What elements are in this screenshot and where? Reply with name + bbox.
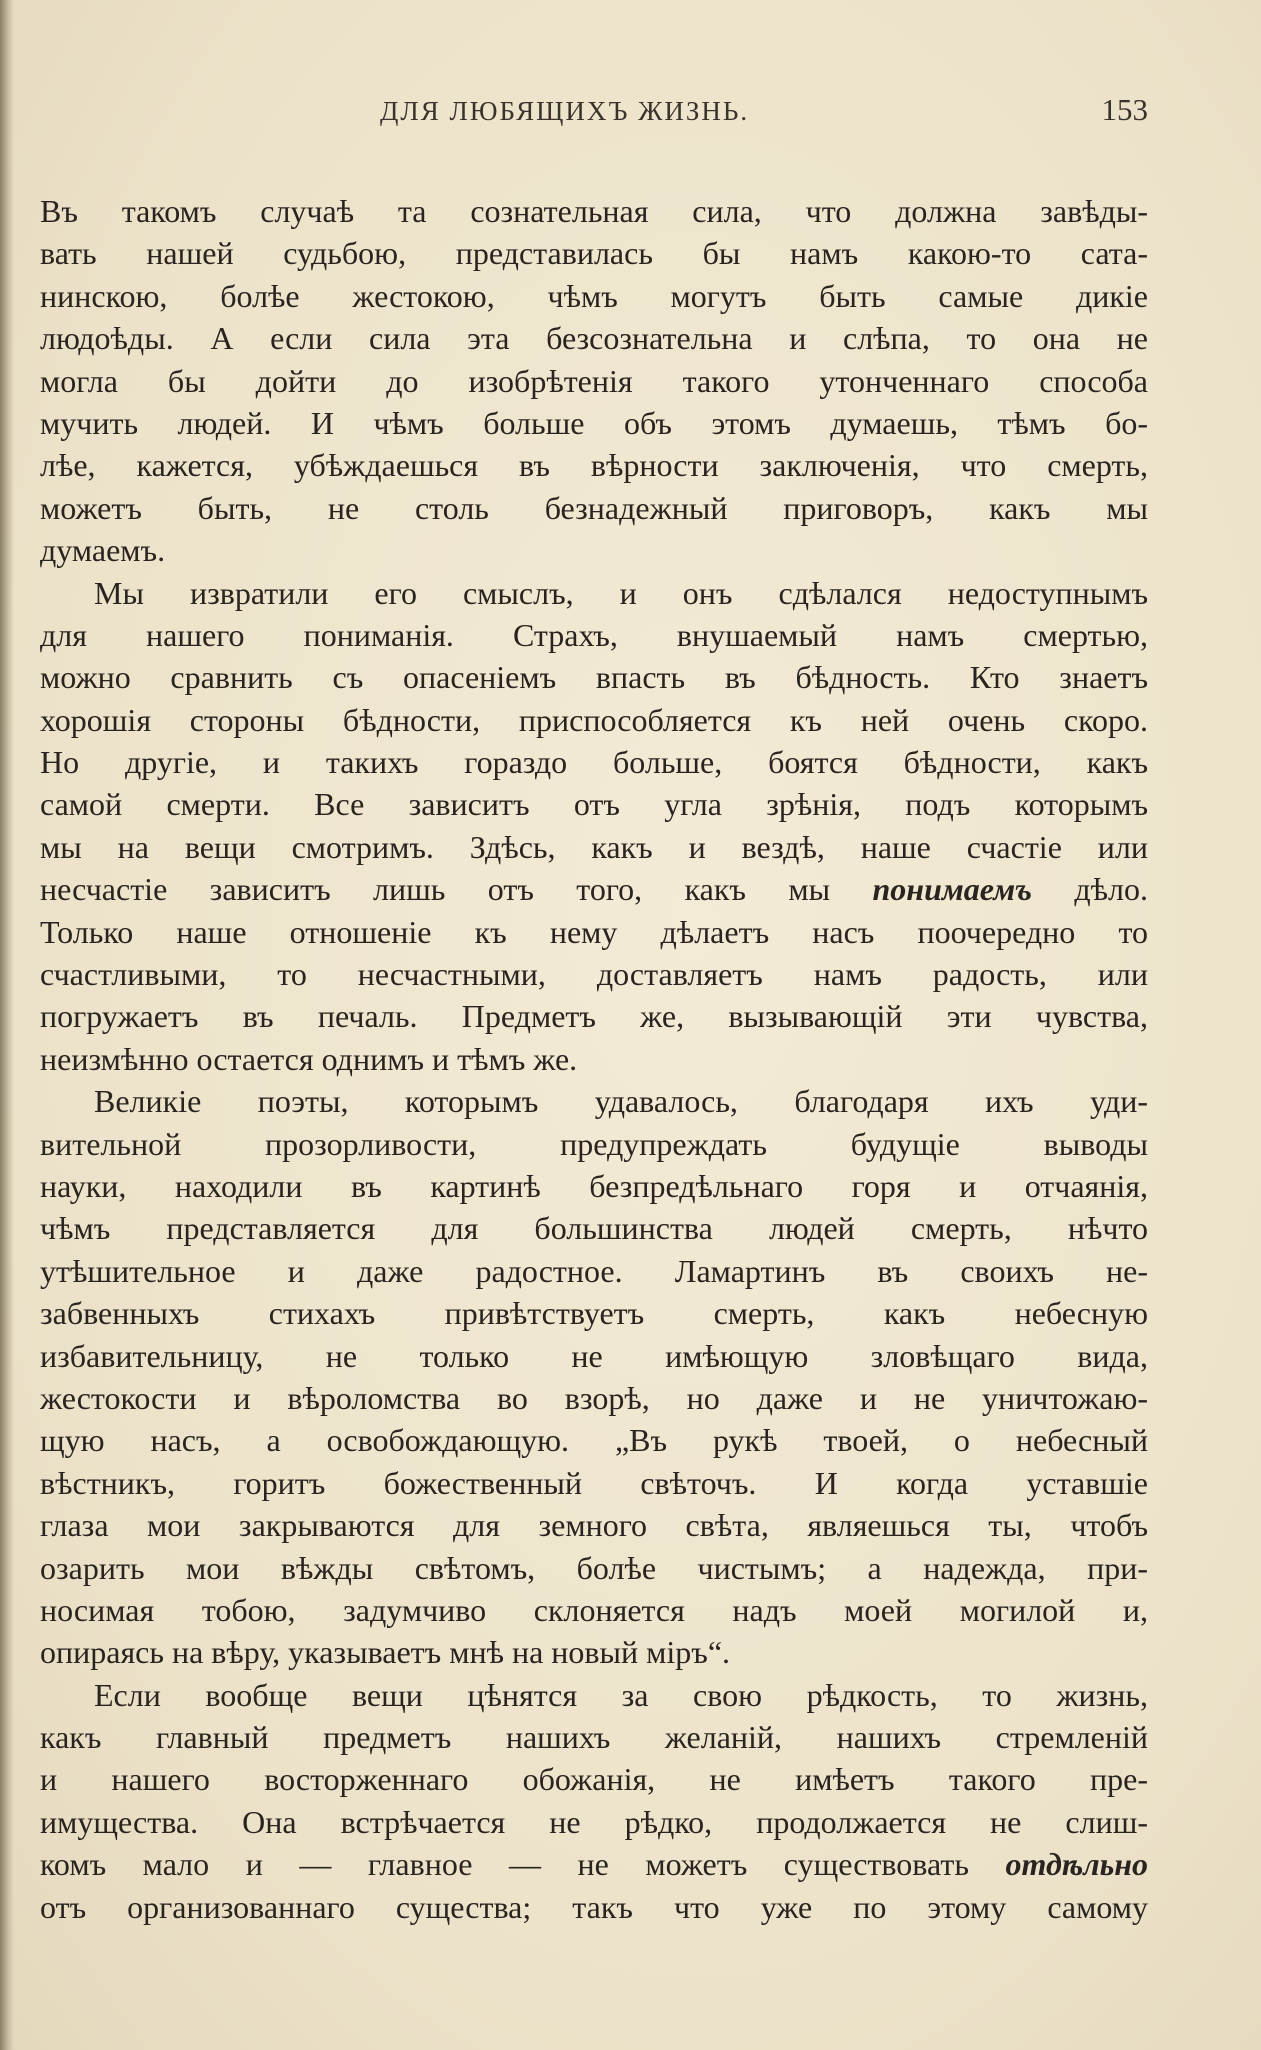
text-line-content: нинскою, болѣе жестокою, чѣмъ могутъ быть самые дикіе: [40, 277, 1148, 314]
text-line: [40, 1631, 1148, 1673]
text-line-content: и нашего восторженнаго обожанія, не имѣетъ такого пре-: [40, 1761, 1148, 1798]
text-line: [40, 444, 1148, 486]
text-line: [40, 911, 1148, 953]
text-line-content: отъ организованнаго существа; такъ что уже по этому самому: [40, 1888, 1148, 1925]
text-line: [40, 190, 1148, 232]
text-line-content: вать нашей судьбою, представилась бы намъ какою-то сата-: [40, 235, 1148, 272]
text-line-content: Если вообще вещи цѣнятся за свою рѣдкость, то жизнь,: [94, 1676, 1148, 1713]
text-line-content: думаемъ.: [40, 532, 166, 569]
text-line: [40, 1589, 1148, 1631]
text-line: [40, 1504, 1148, 1546]
text-line-content: утѣшительное и даже радостное. Ламартинъ въ своихъ не-: [40, 1252, 1148, 1289]
text-line-content: носимая тобою, задумчиво склоняется надъ моей могилой и,: [40, 1591, 1148, 1628]
text-line: [40, 1419, 1148, 1461]
text-line: [40, 783, 1148, 825]
page-gutter-shadow: [0, 0, 14, 2050]
text-line: [40, 317, 1148, 359]
emphasized-word: отдѣльно: [1005, 1846, 1148, 1883]
text-line-content: для нашего пониманія. Страхъ, внушаемый намъ смертью,: [40, 616, 1148, 653]
text-line-content: людоѣды. А если сила эта безсознательна и слѣпа, то она не: [40, 320, 1148, 357]
text-line-content: имущества. Она встрѣчается не рѣдко, продолжается не слиш-: [40, 1803, 1148, 1840]
text-line: [40, 741, 1148, 783]
text-line-content: чѣмъ представляется для большинства людей смерть, нѣчто: [40, 1210, 1148, 1247]
text-line-content: неизмѣнно остается однимъ и тѣмъ же.: [40, 1040, 578, 1077]
text-line: [40, 868, 1148, 910]
text-line-content: Но другіе, и такихъ гораздо больше, боятся бѣдности, какъ: [40, 744, 1148, 781]
text-line: [40, 232, 1148, 274]
text-line: [40, 1165, 1148, 1207]
text-line-content: избавительницу, не только не имѣющую зловѣщаго вида,: [40, 1337, 1148, 1374]
text-line: [40, 1123, 1148, 1165]
text-line: [40, 1335, 1148, 1377]
text-line-content: комъ мало и — главное — не можетъ существовать: [40, 1846, 1006, 1883]
text-line: [40, 360, 1148, 402]
text-line: [40, 487, 1148, 529]
text-line-content: щую насъ, а освобождающую. „Въ рукѣ твоей, о небесный: [40, 1422, 1148, 1459]
text-line-content: жестокости и вѣроломства во взорѣ, но даже и не уничтожаю-: [40, 1379, 1148, 1416]
text-line-content: самой смерти. Все зависитъ отъ угла зрѣнія, подъ которымъ: [40, 786, 1148, 823]
text-line: [40, 275, 1148, 317]
text-line: [40, 1716, 1148, 1758]
body-text: [40, 190, 1148, 1928]
text-line-content: хорошія стороны бѣдности, приспособляется къ ней очень скоро.: [40, 701, 1148, 738]
text-line: [40, 995, 1148, 1037]
text-line: [40, 1207, 1148, 1249]
text-line-content: Мы извратили его смыслъ, и онъ сдѣлался недоступнымъ: [94, 574, 1148, 611]
text-line-content: лѣе, кажется, убѣждаешься въ вѣрности заключенія, что смерть,: [40, 447, 1148, 484]
text-line: [40, 1843, 1148, 1885]
text-line: [40, 826, 1148, 868]
text-line: [40, 1250, 1148, 1292]
text-line-content: Въ такомъ случаѣ та сознательная сила, что должна завѣды-: [40, 193, 1148, 229]
text-line-content: несчастіе зависитъ лишь отъ того, какъ мы: [40, 871, 873, 908]
text-line-content: забвенныхъ стихахъ привѣтствуетъ смерть, какъ небесную: [40, 1295, 1148, 1332]
text-line: [40, 1377, 1148, 1419]
text-line-content: Только наше отношеніе къ нему дѣлаетъ насъ поочередно то: [40, 913, 1148, 950]
text-line-content: вѣстникъ, горитъ божественный свѣточъ. И когда уставшіе: [40, 1464, 1148, 1501]
text-line-content: глаза мои закрываются для земного свѣта, являешься ты, чтобъ: [40, 1507, 1148, 1544]
text-line: [40, 1080, 1148, 1122]
text-line: [40, 1462, 1148, 1504]
text-line-content: науки, находили въ картинѣ безпредѣльнаго горя и отчаянія,: [40, 1167, 1148, 1204]
text-line-content: мучить людей. И чѣмъ больше объ этомъ думаешь, тѣмъ бо-: [40, 404, 1148, 441]
text-line-content: Великіе поэты, которымъ удавалось, благодаря ихъ уди-: [94, 1083, 1148, 1120]
text-line: [40, 529, 1148, 571]
text-line-content: озарить мои вѣжды свѣтомъ, болѣе чистымъ; а надежда, при-: [40, 1549, 1148, 1586]
running-title: ДЛЯ ЛЮБЯЩИХЪ ЖИЗНЬ.: [380, 96, 750, 126]
page-number: 153: [1101, 92, 1148, 127]
text-line: [40, 1547, 1148, 1589]
text-line-content: какъ главный предметъ нашихъ желаній, нашихъ стремленій: [40, 1719, 1148, 1756]
text-line: [40, 953, 1148, 995]
page-header: [40, 92, 1148, 136]
text-line-content: можетъ быть, не столь безнадежный приговоръ, какъ мы: [40, 489, 1148, 526]
text-line: [40, 1758, 1148, 1800]
text-line-content: мы на вещи смотримъ. Здѣсь, какъ и вездѣ, наше счастіе или: [40, 828, 1148, 865]
text-line-content: могла бы дойти до изобрѣтенія такого утонченнаго способа: [40, 362, 1148, 399]
text-line-content: погружаетъ въ печаль. Предметъ же, вызывающій эти чувства,: [40, 998, 1148, 1035]
text-line: [40, 572, 1148, 614]
text-line: [40, 1886, 1148, 1928]
text-line-tail: дѣло.: [1031, 871, 1148, 908]
text-line: [40, 1292, 1148, 1334]
text-line: [40, 656, 1148, 698]
text-line: [40, 402, 1148, 444]
text-line-content: можно сравнить съ опасеніемъ впасть въ бѣдность. Кто знаетъ: [40, 659, 1148, 696]
emphasized-word: понимаемъ: [872, 871, 1032, 908]
text-line: [40, 1038, 1148, 1080]
text-line-content: вительной прозорливости, предупреждать будущіе выводы: [40, 1125, 1148, 1162]
text-line: [40, 699, 1148, 741]
text-line: [40, 614, 1148, 656]
text-line-content: счастливыми, то несчастными, доставляетъ намъ радость, или: [40, 956, 1148, 993]
text-line: [40, 1674, 1148, 1716]
text-line: [40, 1801, 1148, 1843]
text-line-content: опираясь на вѣру, указываетъ мнѣ на новый міръ“.: [40, 1634, 731, 1671]
